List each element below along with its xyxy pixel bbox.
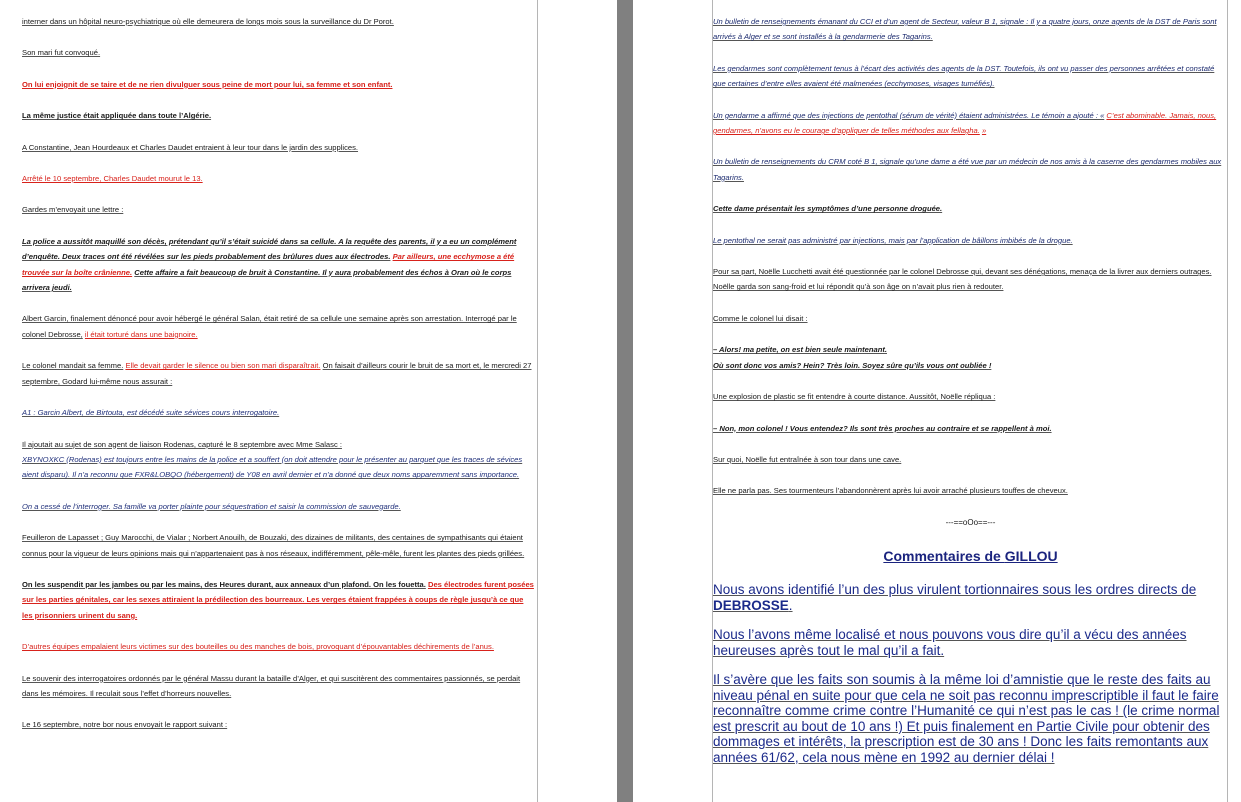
right-page-text [713,14,1228,779]
text-run: Arrêté le 10 septembre, Charles Daudet mourut le 13. [22,174,203,184]
paragraph [713,421,1228,436]
paragraph [22,358,536,389]
right-page-margin-line [712,0,713,802]
text-run: La police a aussitôt maquillé son décès, prétendant qu’il s’était suicidé dans sa cellule. A la requête des parents, il y a eu un complément d’enquête. Deux traces ont été révélées sur les pieds probablement des brûlures dues aux électrodes. [22,236,517,262]
paragraph [713,14,1228,45]
text-run: interner dans un hôpital neuro-psychiatrique où elle demeurera de longs mois sous la surveillance du Dr Porot. [22,17,394,26]
text-run: Son mari fut convoqué. [22,48,101,58]
text-run: Où sont donc vos amis? Hein? Très loin. Soyez sûre qu’ils vous ont oubliée ! [713,360,992,370]
paragraph [713,389,1228,404]
text-run: Gardes m’envoyait une lettre : [22,205,124,215]
text-run: Albert Garcin, finalement dénoncé pour avoir hébergé le général Salan, était retiré de sa cellule une semaine après son arrestation. Interrogé par le colonel Debrosse, [22,314,517,339]
paragraph [22,234,536,296]
text-run: Un bulletin de renseignements émanant du CCI et d’un agent de Secteur, valeur B 1, signale : Il y a quatre jours, onze agents de la DST de Paris sont arrivés à Alger et se sont installés à la gendarmerie des Tagarins. [713,17,1217,42]
paragraph [22,45,536,60]
text-run: D’autres équipes empalaient leurs victimes sur des bouteilles ou des manches de bois, provoquant d’épouvantables déchirements de l’anus. [22,642,494,652]
text-run: Sur quoi, Noëlle fut entraînée à son tour dans une cave. [713,454,902,464]
text-run: Pour sa part, Noëlle Lucchetti avait été questionnée par le colonel Debrosse qui, devant ses dénégations, menaça de la livrer aux derniers outrages. Noëlle garda son sang-froid et lui répondit qu’à son âge on n’avait plus rien à redouter. [713,267,1212,292]
text-run: Cette affaire a fait beaucoup de bruit à Constantine. Il y aura probablement des échos à Oran où le corps arrivera jeudi. [22,267,512,293]
paragraph [713,311,1228,326]
text-run: – Alors! ma petite, on est bien seule maintenant. [713,345,887,355]
text-run: Elle devait garder le silence ou bien son mari disparaîtrait. [125,361,321,371]
text-run: On faisait d’ailleurs courir le bruit de sa mort et, le mercredi 27 septembre, Godard lui-même nous assurait : [22,361,532,386]
text-run: il était torturé dans une baignoire. [84,329,198,339]
comment-heading [713,548,1228,564]
paragraph [713,233,1228,248]
split-view-divider[interactable] [617,0,633,802]
paragraph [713,154,1228,185]
text-run: XBYNOXKC (Rodenas) est toujours entre les mains de la police et a souffert (on doit attendre pour le présenter au parquet que les traces de sévices aient disparu). Il n’a reconnu que FXR&LOBQO (hébergement) de Y08 en avril dernier et n’a donné que deux noms apparemment sans importance. [22,454,523,480]
comment-paragraph [713,582,1228,613]
paragraph [22,77,536,92]
text-run: A Constantine, Jean Hourdeaux et Charles Daudet entraient à leur tour dans le jardin des supplices. [22,142,359,152]
paragraph [22,530,536,561]
paragraph [713,342,1228,373]
text-run: – Non, mon colonel ! Vous entendez? Ils sont très proches au contraire et se rappellent à moi. [713,423,1052,433]
right-document-page [633,0,1241,802]
text-run: Elle ne parla pas. Ses tourmenteurs l’abandonnèrent après lui avoir arraché plusieurs touffes de cheveux. [713,486,1068,496]
paragraph [22,140,536,155]
paragraph [22,499,536,514]
text-run: Il ajoutait au sujet de son agent de liaison Rodenas, capturé le 8 septembre avec Mme Salasc : [22,439,342,449]
text-run: Par ailleurs, une ecchymose a été trouvée sur la boîte crânienne. [22,252,515,277]
text-run: Le 16 septembre, notre bor nous envoyait le rapport suivant : [22,720,228,730]
paragraph [22,405,536,420]
paragraph [713,452,1228,467]
text-run: La même justice était appliquée dans toute l’Algérie. [22,111,212,121]
paragraph [22,108,536,123]
text-run: Les gendarmes sont complètement tenus à l’écart des activités des agents de la DST. Toutefois, ils ont vu passer des personnes arrêtées et constaté que certaines d’entre elles avaient été malmenées (ecchymoses, visages tuméfiés). [713,63,1215,89]
text-run: Cette dame présentait les symptômes d’une personne droguée. [713,204,943,214]
text-run: Le souvenir des interrogatoires ordonnés par le général Massu durant la bataille d’Alger, et qui suscitèrent des commentaires passionnés, se perdait dans les mémoires. Il reculait sous l’effet d’horreurs nouvelles. [22,673,521,698]
paragraph [22,311,536,342]
paragraph [713,264,1228,295]
text-run: On lui enjoignit de se taire et de ne rien divulguer sous peine de mort pour lui, sa femme et son enfant. [22,79,393,89]
paragraph [22,437,536,483]
paragraph [713,483,1228,498]
separator: ---==oOo==--- [945,517,996,527]
text-run: . [788,597,793,613]
comment-heading-name: GILLOU [1004,548,1058,565]
comment-paragraph [713,627,1228,658]
paragraph [22,171,536,186]
text-run: Nous avons identifié l’un des plus virulent tortionnaires sous les ordres directs de [713,582,1197,598]
paragraph [22,577,536,623]
text-run: On les suspendit par les jambes ou par les mains, des Heures durant, aux anneaux d’un plafond. On les fouetta. [22,579,426,589]
paragraph [22,717,536,732]
paragraph [713,108,1228,139]
paragraph [713,201,1228,216]
text-run: Feuilleron de Lapasset ; Guy Marocchi, de Vialar ; Norbert Anouilh, de Bouzaki, des dizaines de militants, des centaines de sympathisants qui étaient connus pour la vigueur de leurs opinions mais qui n’appartenaient pas à nos réseaux, indifféremment, pêle-mêle, furent les plantes des pieds grillées. [22,533,525,558]
text-run: Comme le colonel lui disait : [713,313,808,323]
text-run: Un gendarme a affirmé que des injections de pentothal (sérum de vérité) étaient administrées. Le témoin a ajouté : « [713,110,1105,120]
left-page-text [22,14,536,749]
left-document-page [0,0,538,802]
paragraph [22,639,536,654]
text-run: Un bulletin de renseignements du CRM coté B 1, signale qu’une dame a été vue par un médecin de nos amis à la caserne des gendarmes mobiles aux Tagarins. [713,157,1222,182]
comment-heading-prefix: Commentaires de [883,548,1005,565]
text-run: Nous l’avons même localisé et nous pouvons vous dire qu’il a vécu des années heureuses après tout le mal qu’il a fait. [713,627,1187,658]
comment-paragraph [713,672,1228,765]
text-run: C’est abominable. Jamais, nous, gendarmes, n’avons eu le courage d’appliquer de telles méthodes aux fellagha. [713,110,1217,136]
text-run: Il s’avère que les faits son soumis à la même loi d’amnistie que le reste des faits au niveau pénal en suite pour que cela ne soit pas reconnu imprescriptible il faut le faire reconnaître comme crime contre l’Humanité ce qui n’est pas le cas ! (le crime normal est prescrit au bout de 10 ans !) Et puis finalement en Partie Civile pour obtenir des dommages et intérêts, la prescription est de 30 ans ! Donc les faits remontants aux années 61/62, cela nous mène en 1992 au dernier délai ! [713,672,1220,765]
text-run: Une explosion de plastic se fit entendre à courte distance. Aussitôt, Noëlle répliqua : [713,392,996,402]
text-run: » [981,126,987,136]
paragraph [22,671,536,702]
paragraph [713,61,1228,92]
text-run: Le colonel mandait sa femme. [22,361,124,371]
paragraph [22,202,536,217]
paragraph [22,14,536,29]
text-run-bold: DEBROSSE [713,597,789,613]
text-run: Des électrodes furent posées sur les parties génitales, car les sexes attiraient la prédilection des bourreaux. Les verges étaient frappées à coups de règle jusqu’à ce que les prisonniers urinent du sang. [22,579,534,620]
text-run: On a cessé de l’interroger. Sa famille va porter plainte pour séquestration et saisir la commission de sauvegarde. [22,501,401,511]
right-page-edge [1227,0,1228,802]
text-run: A1 : Garcin Albert, de Birtouta, est décédé suite sévices cours interrogatoire. [22,408,280,418]
text-run: Le pentothal ne serait pas administré par injections, mais par l’application de bâillons imbibés de la drogue. [713,235,1073,245]
